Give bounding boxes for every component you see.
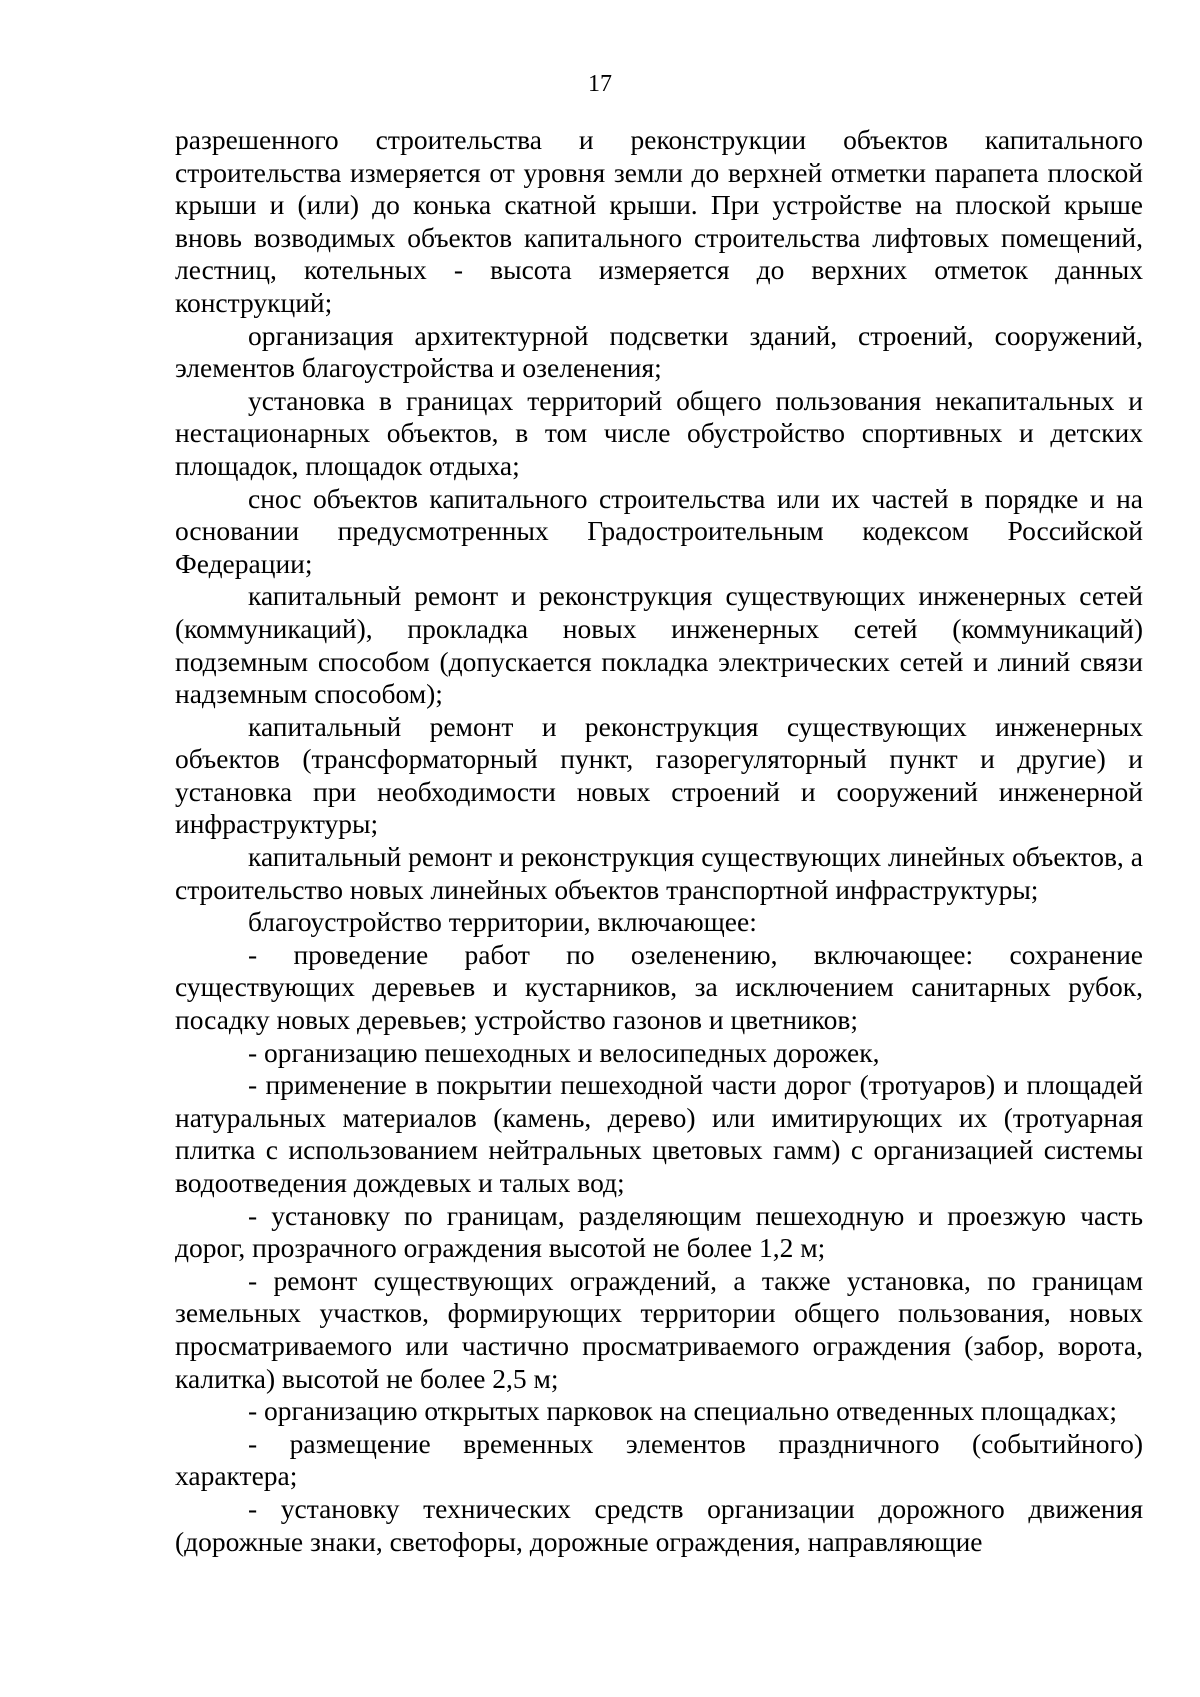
list-item: - установку по границам, разделяющим пешеходную и проезжую часть дорог, прозрачного ограждения высотой не более 1,2 м; — [175, 1199, 1143, 1264]
list-item: - организацию пешеходных и велосипедных дорожек, — [248, 1036, 880, 1068]
list-item: - проведение работ по озеленению, включающее: сохранение существующих деревьев и кустарников, за исключением санитарных рубок, посадку новых деревьев; устройство газонов и цветников; — [175, 938, 1143, 1036]
paragraph: организация архитектурной подсветки зданий, строений, сооружений, элементов благоустройства и озеленения; — [175, 319, 1143, 384]
paragraph: капитальный ремонт и реконструкция существующих инженерных объектов (трансформаторный пункт, газорегуляторный пункт и другие) и установка при необходимости новых строений и сооружений инженерной инфраструктуры; — [175, 710, 1143, 840]
paragraph: разрешенного строительства и реконструкции объектов капитального строительства измеряется от уровня земли до верхней отметки парапета плоской крыши и (или) до конька скатной крыши. При устройстве на плоской крыше вновь возводимых объектов капитального строительства лифтовых помещений, лестниц, котельных - высота измеряется до верхних отметок данных конструкций; — [175, 124, 1143, 318]
paragraph: снос объектов капитального строительства или их частей в порядке и на основании предусмотренных Градостроительным кодексом Российской Федерации; — [175, 482, 1143, 579]
list-item: - ремонт существующих ограждений, а также установка, по границам земельных участков, формирующих территории общего пользования, новых просматриваемого или частично просматриваемого ограждения (забор, ворота, калитка) высотой не более 2,5 м; — [175, 1264, 1143, 1394]
list-item: - применение в покрытии пешеходной части дорог (тротуаров) и площадей натуральных материалов (камень, дерево) или имитирующих их (тротуарная плитка с использованием нейтральных цветовых гамм) с организацией системы водоотведения дождевых и талых вод; — [175, 1069, 1143, 1198]
list-item: - организацию открытых парковок на специально отведенных площадках; — [248, 1395, 1117, 1427]
paragraph: установка в границах территорий общего пользования некапитальных и нестационарных объектов, в том числе обустройство спортивных и детских площадок, площадок отдыха; — [175, 384, 1143, 481]
list-item: - размещение временных элементов праздничного (событийного) характера; — [175, 1427, 1143, 1492]
list-item: - установку технических средств организации дорожного движения (дорожные знаки, светофоры, дорожные ограждения, направляющие — [175, 1492, 1143, 1557]
document-body — [175, 124, 1143, 1558]
page-number: 17 — [588, 71, 612, 97]
paragraph: благоустройство территории, включающее: — [248, 906, 757, 938]
paragraph: капитальный ремонт и реконструкция существующих инженерных сетей (коммуникаций), прокладка новых инженерных сетей (коммуникаций) подземным способом (допускается покладка электрических сетей и линий связи надземным способом); — [175, 580, 1143, 710]
paragraph: капитальный ремонт и реконструкция существующих линейных объектов, а строительство новых линейных объектов транспортной инфраструктуры; — [175, 841, 1143, 905]
